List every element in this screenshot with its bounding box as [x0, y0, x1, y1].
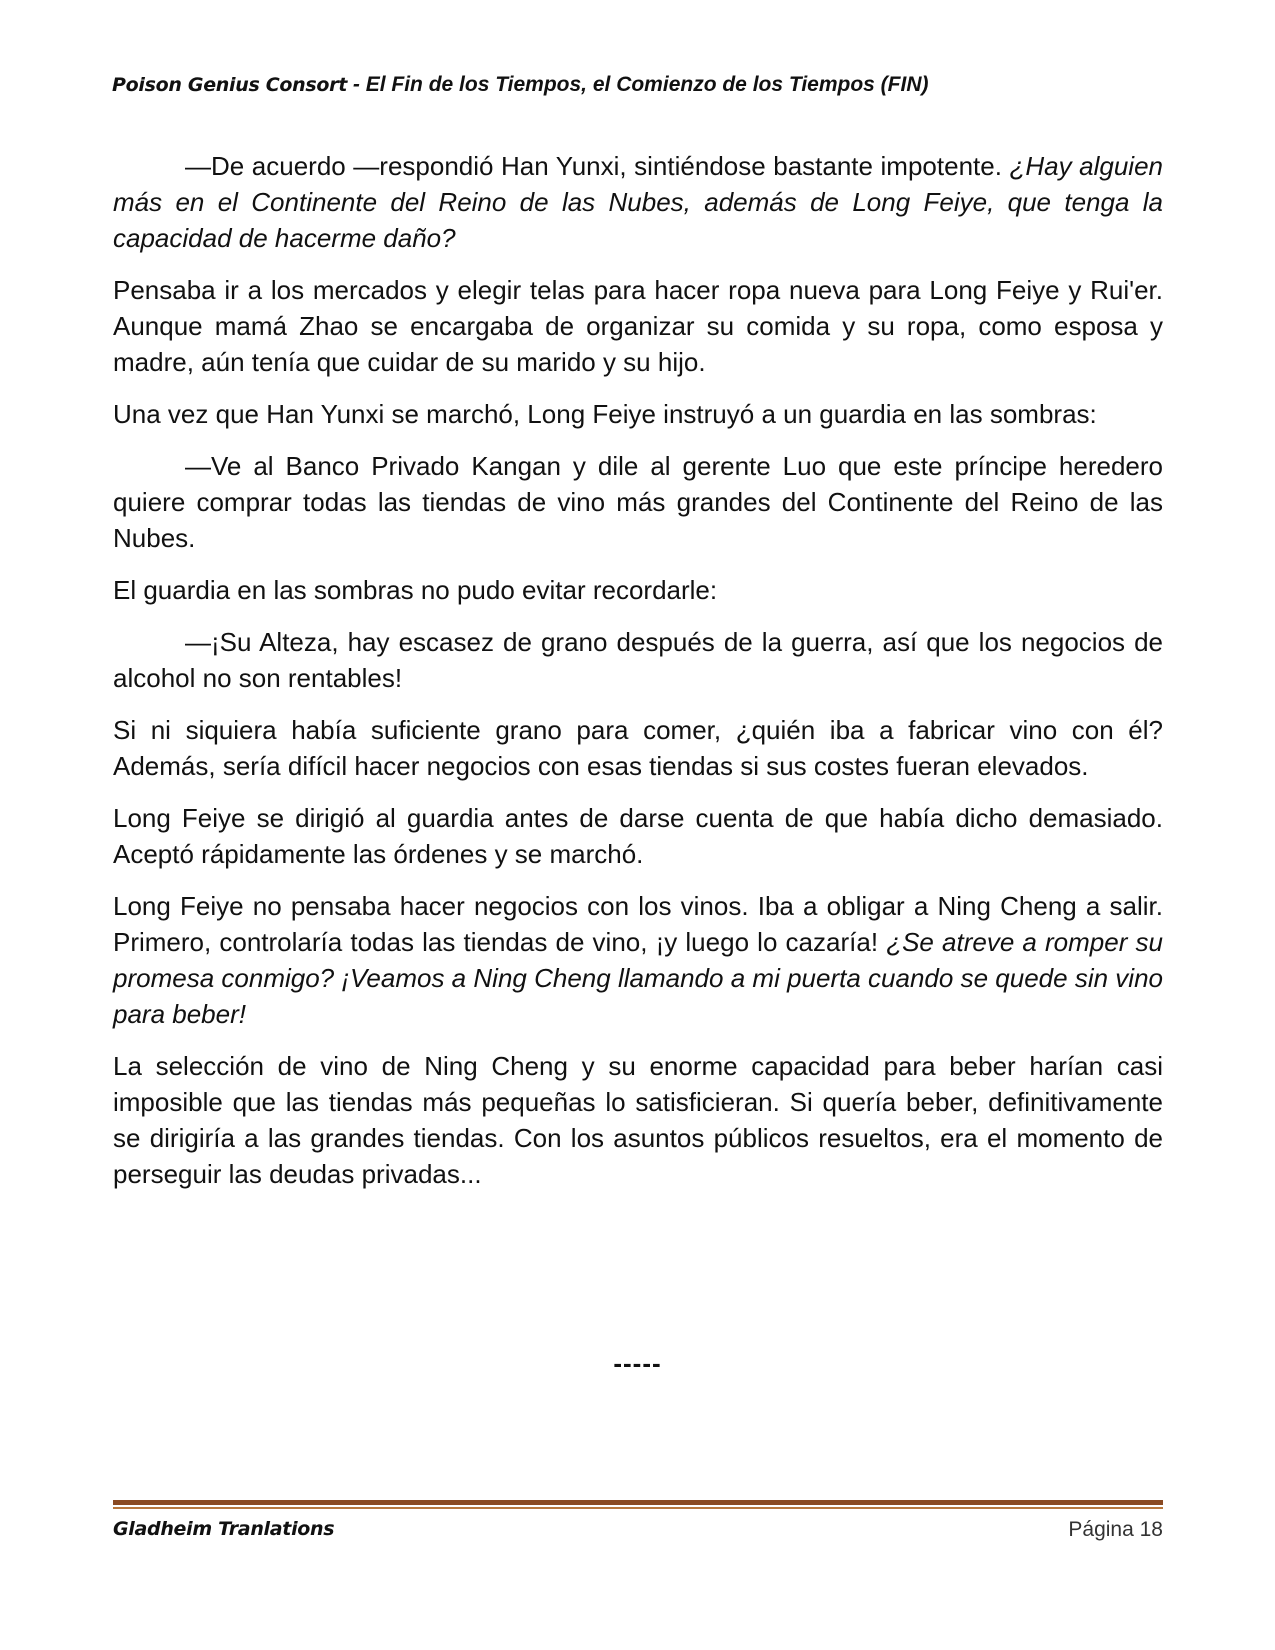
- page-number: Página 18: [1068, 1518, 1163, 1541]
- paragraph: [113, 148, 1163, 256]
- book-title: Poison Genius Consort: [112, 74, 348, 96]
- inner-thought: ¿Hay alguien más en el Continente del Reino de las Nubes, además de Long Feiye, que tenga la capacidad de hacerme daño?: [113, 151, 1163, 253]
- paragraph: —Ve al Banco Privado Kangan y dile al gerente Luo que este príncipe heredero quiere comprar todas las tiendas de vino más grandes del Continente del Reino de las Nubes.: [113, 451, 1163, 553]
- section-separator: -----: [613, 1348, 662, 1378]
- paragraph: Si ni siquiera había suficiente grano para comer, ¿quién iba a fabricar vino con él? Además, sería difícil hacer negocios con esas tiendas si sus costes fueran elevados.: [113, 715, 1163, 781]
- footer-rule-thin: [113, 1507, 1163, 1509]
- paragraph: Pensaba ir a los mercados y elegir telas para hacer ropa nueva para Long Feiye y Rui'er. Aunque mamá Zhao se encargaba de organizar su comida y su ropa, como esposa y madre, aún tenía que cuidar de su marido y su hijo.: [113, 275, 1163, 377]
- header-separator: -: [347, 73, 366, 96]
- dialog-text: —De acuerdo —respondió Han Yunxi, sintiéndose bastante impotente.: [185, 151, 1010, 181]
- paragraph: Una vez que Han Yunxi se marchó, Long Feiye instruyó a un guardia en las sombras:: [113, 399, 1097, 429]
- narration-text: Long Feiye no pensaba hacer negocios con los vinos. Iba a obligar a Ning Cheng a salir. Primero, controlaría todas las tiendas de vino, ¡y luego lo cazaría!: [113, 891, 1163, 957]
- footer-publisher: Gladheim Tranlations: [113, 1518, 335, 1540]
- paragraph: La selección de vino de Ning Cheng y su enorme capacidad para beber harían casi imposible que las tiendas más pequeñas lo satisficieran. Si quería beber, definitivamente se dirigiría a las grandes tiendas. Con los asuntos públicos resueltos, era el momento de perseguir las deudas privadas...: [113, 1051, 1163, 1189]
- paragraph: El guardia en las sombras no pudo evitar recordarle:: [113, 575, 718, 605]
- inner-thought: ¿Se atreve a romper su promesa conmigo? ¡Veamos a Ning Cheng llamando a mi puerta cuando se quede sin vino para beber!: [113, 927, 1163, 1029]
- page-header: [112, 73, 1172, 97]
- footer-rule: [113, 1500, 1163, 1505]
- paragraph: —¡Su Alteza, hay escasez de grano después de la guerra, así que los negocios de alcohol no son rentables!: [113, 627, 1163, 693]
- chapter-title: El Fin de los Tiempos, el Comienzo de los Tiempos (FIN): [365, 73, 929, 96]
- body-text: [113, 148, 1163, 1208]
- paragraph: Long Feiye se dirigió al guardia antes de darse cuenta de que había dicho demasiado. Aceptó rápidamente las órdenes y se marchó.: [113, 803, 1163, 869]
- paragraph: [113, 888, 1163, 1032]
